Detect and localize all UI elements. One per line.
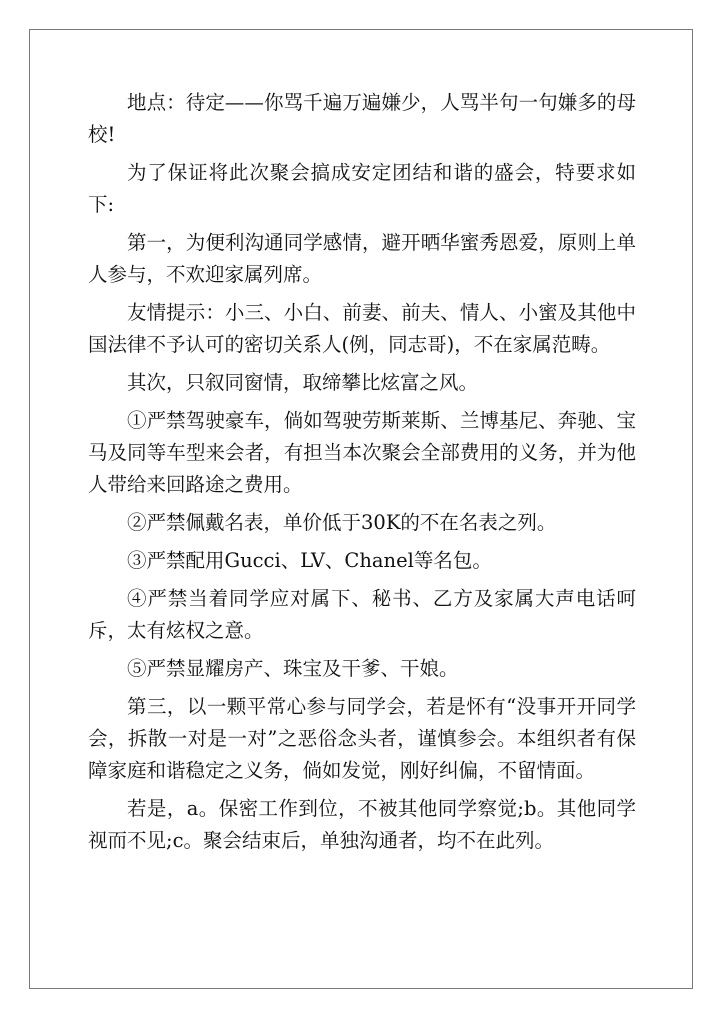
paragraph-location: 地点：待定——你骂千遍万遍嫌少，人骂半句一句嫌多的母校! [88,91,636,146]
paragraph-rule-one: 第一，为便利沟通同学感情，避开晒华蜜秀恩爱，原则上单人参与，不欢迎家属列席。 [88,231,636,286]
paragraph-item-5: ⑤严禁显耀房产、珠宝及干爹、干娘。 [127,657,459,680]
paragraph-rule-three: 第三，以一颗平常心参与同学会，若是怀有“没事开开同学会，拆散一对是一对”之恶俗念头者，谨慎参会。本组织者有保障家庭和谐稳定之义务，倘如发觉，刚好纠偏，不留情面。 [88,695,636,782]
paragraph-exceptions: 若是，a。保密工作到位，不被其他同学察觉;b。其他同学视而不见;c。聚会结束后，单独沟通者，均不在此列。 [88,797,636,852]
paragraph-item-2: ②严禁佩戴名表，单价低于30K的不在名表之列。 [127,511,557,534]
paragraph-requirements-intro: 为了保证将此次聚会搞成安定团结和谐的盛会，特要求如下: [88,161,636,216]
paragraph-friendly-tip: 友情提示：小三、小白、前妻、前夫、情人、小蜜及其他中国法律不予认可的密切关系人(例，同志哥)，不在家属范畴。 [88,301,636,356]
paragraph-item-3: ③严禁配用Gucci、LV、Chanel等名包。 [127,549,492,572]
document-body [88,87,636,863]
paragraph-rule-two: 其次，只叙同窗情，取缔攀比炫富之风。 [127,371,479,394]
paragraph-item-4: ④严禁当着同学应对属下、秘书、乙方及家属大声电话呵斥，太有炫权之意。 [88,587,636,642]
paragraph-item-1: ①严禁驾驶豪车，倘如驾驶劳斯莱斯、兰博基尼、奔驰、宝马及同等车型来会者，有担当本次聚会全部费用的义务，并为他人带给来回路途之费用。 [88,409,636,496]
